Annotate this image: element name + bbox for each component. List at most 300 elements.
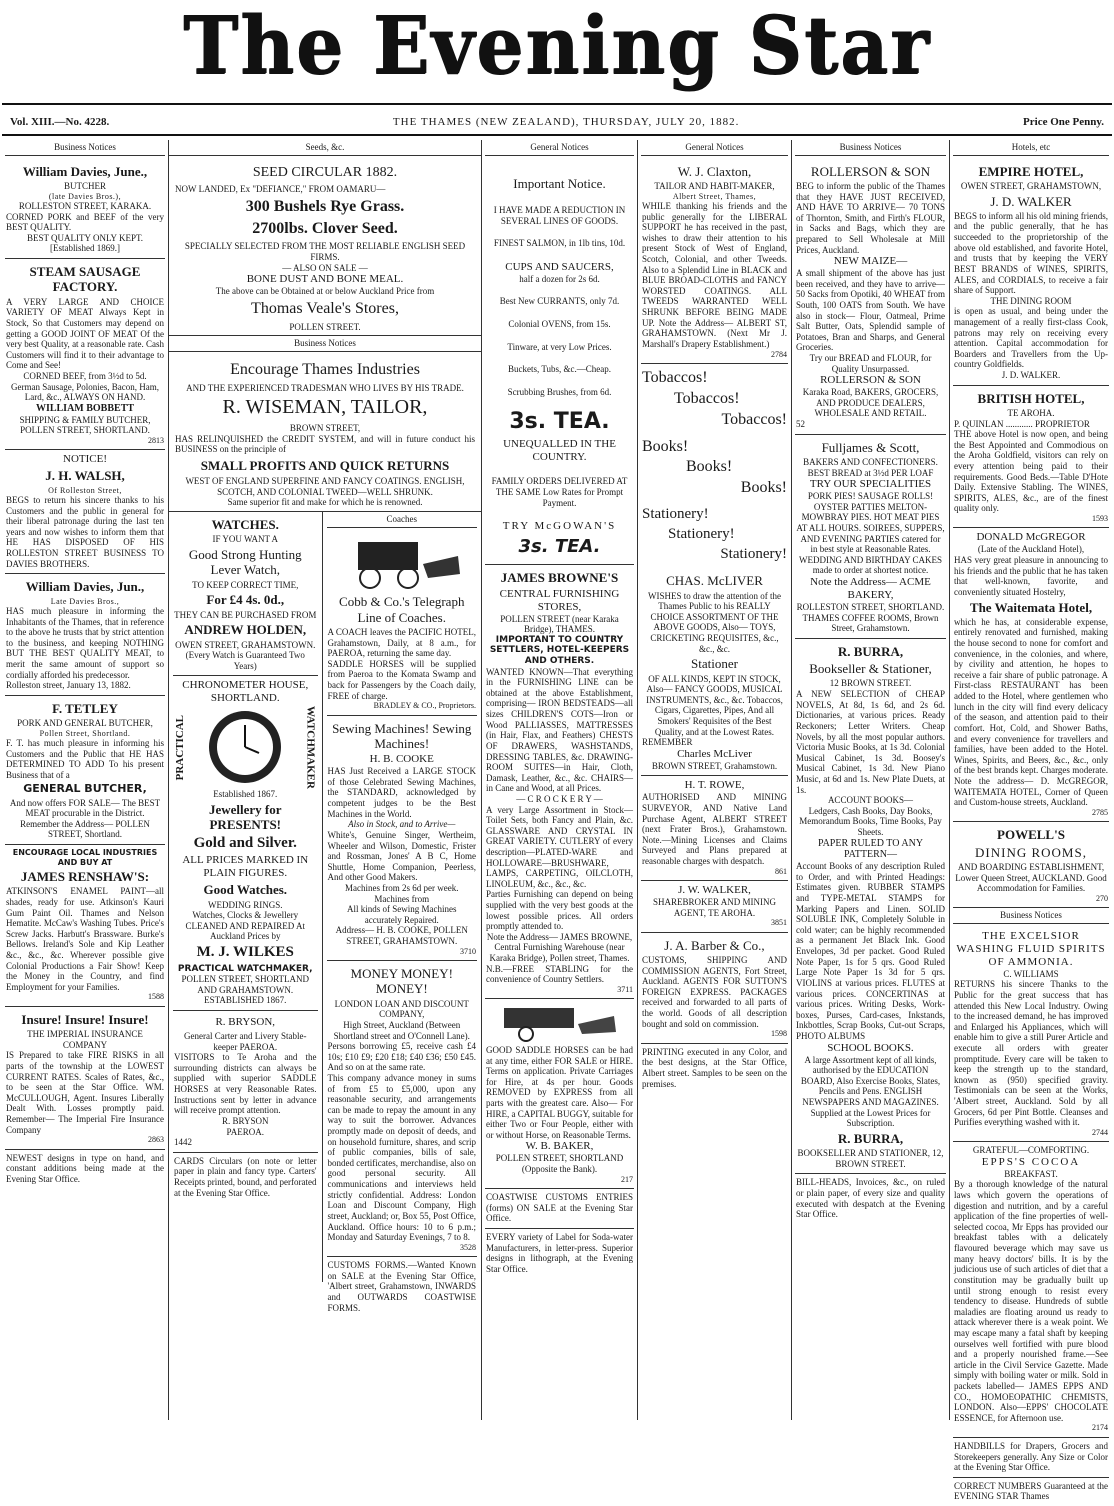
- ad-trade: PORK AND GENERAL BUTCHER,: [17, 718, 153, 729]
- ad-address: BROWN STREET, Grahamstown.: [651, 760, 778, 771]
- ad-renshaw: [5, 845, 165, 1007]
- column-header: Seeds, &c.: [169, 140, 481, 156]
- ad-body: GOOD SADDLE HORSES can be had at any time, either FOR SALE or HIRE. Terms on application. Private Carriages for Hire, at 4s per hour. Goods REMOVED by EXPRESS from all parts with the greatest care. Also— For HIRE, a CAPITAL BUGGY, suitable for either Two or Four People, either with or without Horse, on Reasonable Terms.: [486, 1044, 634, 1140]
- ad-line: — C R O C K E R Y —: [516, 793, 603, 804]
- ad-address: Remember the Address— POLLEN STREET, Shortland.: [20, 818, 150, 840]
- ad-title: ENCOURAGE LOCAL INDUSTRIES AND BUY AT: [12, 848, 158, 867]
- ad-address: 12 BROWN STREET.: [829, 678, 912, 689]
- ad-coastwise: [485, 1189, 634, 1229]
- ad-line: German Sausage, Polonies, Bacon, Ham, Lard, &c., ALWAYS ON HAND.: [11, 381, 159, 403]
- ad-address: POLLEN STREET, SHORTLAND (Opposite the Bank).: [495, 1153, 624, 1175]
- ad-body: HAS very great pleasure in announcing to his friends and the public that he has taken that well-known, favorite, and conveniently situated Hostelry,: [954, 555, 1108, 597]
- ad-shout: Stationery!: [642, 506, 709, 523]
- masthead-rule-top: [2, 103, 1112, 105]
- ad-line: CORNED BEEF, from 3½d to 5d.: [23, 370, 147, 381]
- ad-labels: [485, 1229, 634, 1278]
- ad-address: BROWN STREET,: [289, 423, 361, 434]
- ad-line: UNEQUALLED IN THE COUNTRY.: [503, 438, 616, 464]
- ad-name: H. T. ROWE,: [684, 779, 745, 792]
- side-label: WATCHMAKER: [304, 705, 317, 789]
- ad-line: NEW MAIZE—: [833, 255, 908, 268]
- ad-body: A NEW SELECTION of CHEAP NOVELS, At 8d, 1s 6d, and 2s 6d. Dictionaries, at various prices. Ready Reckoners; Letter Writers. Cheap Novels, by all the most popular authors. Victoria Music Books, at 1s 3d. Colonial Musical Cabinet, 1s 3d. Boosey's Musical Cabinet, 1s 3d. New Piano Music, at 6d and 1s. New Plate Duets, at 1s.: [796, 689, 945, 795]
- ad-body: IS Prepared to take FIRE RISKS in all parts of the township at the LOWEST CURRENT RATES. Scales of Rates, &c., to be seen at the Star Office. WM. McCULLOUGH, Agent. Insures Liberally Dealt With. Losses promptly paid. Remember— The Imperial Fire Insurance Company: [6, 1050, 164, 1135]
- ad-name: Fulljames & Scott,: [821, 439, 920, 455]
- ad-name: H. B. COOKE: [369, 753, 434, 766]
- ad-body: ATKINSON'S ENAMEL PAINT—all shades, ready for use. Atkinson's Kauri Gum Paint Oil. Thames and Nelson Hematite. McCaw's Washing Tubes. Price's Screw Jacks. Harbutt's Brassware. Burke's Bellows. Ireland's Sole and Kip Leather &c., &c., &c. Wherever possible give Colonial Productions a Fair Show! Keep the Money in the Country, and find Employment for your Families.: [6, 886, 164, 992]
- ad-line: REMEMBER: [642, 737, 693, 748]
- ad-line: 2700lbs. Clover Seed.: [252, 219, 398, 237]
- ad-line: THEY CAN BE PURCHASED FROM: [174, 609, 317, 620]
- ad-name: J. A. Barber & Co.,: [664, 937, 765, 953]
- ad-line: TRY OUR SPECIALITIES: [809, 478, 932, 491]
- ad-claxton: [641, 159, 788, 364]
- ad-body: HAS RELINQUISHED the CREDIT SYSTEM, and will in future conduct his BUSINESS on the principle of: [175, 433, 475, 455]
- ad-sub: DINING ROOMS,: [975, 844, 1087, 860]
- stagecoach-icon: [328, 534, 468, 590]
- ad-shout: Books!: [642, 437, 689, 455]
- ad-body: HAS much pleasure in informing the Inhabitants of the Thames, that in reference to the above he trusts that by strict attention to the business, and keeping NOTHING BUT THE BEST QUALITY MEAT, to merit the same amount of support so cordially afforded his predecessor.: [6, 606, 164, 680]
- ad-ref: 2813: [148, 435, 164, 445]
- ad-ref: 270: [1096, 893, 1108, 903]
- ad-body: This company advance money in sums of from £5 to £5,000, upon any reasonable security, and arrangements can be made to repay the amount in any way to suit the borrower. Advances promptly made on deposit of deeds, and on household furniture, shares, and scrip of public companies, bills of sale, bonded certificates, merchandise, also on good personal security. All communications and interviews held strictly confidential. Address: London Loan and Discount Company, High street, Auckland; or, Box 55, Post Office, Auckland. Office hours: 10 to 6 p.m.; Monday and Saturday Evenings, 7 to 8.: [327, 1072, 476, 1243]
- ad-correct-numbers: [953, 1478, 1109, 1506]
- ad-line: CUPS AND SAUCERS,: [505, 260, 614, 273]
- ad-body: COASTWISE CUSTOMS ENTRIES (forms) ON SALE at the Evening Star Office.: [486, 1192, 633, 1224]
- dateline-center: THE THAMES (NEW ZEALAND), THURSDAY, JULY 20, 1882.: [392, 116, 740, 128]
- ad-title: F. TETLEY: [52, 700, 118, 716]
- column-1: [2, 140, 169, 1420]
- ad-title: MONEY MONEY! MONEY!: [350, 966, 453, 997]
- ad-trade: TAILOR AND HABIT-MAKER,: [654, 180, 775, 191]
- ad-address: POLLEN STREET.: [289, 321, 361, 332]
- ad-title: ROLLERSON & SON: [810, 163, 931, 179]
- ad-line: BEST BREAD at 3½d PER LOAF: [807, 467, 934, 478]
- ad-ref: 1598: [771, 1029, 787, 1039]
- column-header: Coaches: [327, 512, 477, 528]
- ad-sewing-machines: [327, 716, 477, 961]
- ad-cobb-coaches: [327, 531, 477, 716]
- ad-body: CORRECT NUMBERS Guaranteed at the EVENING STAR Thames: [954, 1480, 1108, 1502]
- ad-address: High Street, Auckland (Between Shortland street and O'Connell Lane).: [333, 1019, 470, 1041]
- ad-body: EVERY variety of Label for Soda-water Manufacturers, in letter-press. Superior designs in lithograph, at the Evening Star Office.: [486, 1231, 633, 1274]
- ad-line: TRY McGOWAN'S: [502, 520, 617, 533]
- ad-davies: [5, 159, 165, 259]
- ad-address: POLLEN STREET (near Karaka Bridge), THAMES.: [500, 613, 619, 635]
- ad-line: Best New CURRANTS, only 7d.: [499, 296, 620, 307]
- ad-billheads: [795, 1174, 946, 1223]
- ad-line: TO KEEP CORRECT TIME,: [192, 579, 299, 590]
- watch-illustration-row: [174, 705, 317, 789]
- ad-ref: 217: [621, 1174, 633, 1184]
- ad-body: is open as usual, and being under the management of a really first-class Cook, patrons may rely on receiving every attention. Capital accommodation for Boarders and Travellers from the Up-country Goldfields.: [954, 306, 1108, 370]
- column-header: General Notices: [485, 140, 634, 156]
- ad-body: RETURNS his sincere Thanks to the Public for the great success that has attended this New Local Industry. Owing to the increased demand, he has improved and Enlarged his Appliances, which will enable him to give a still Purer Article and execute all orders with greater promptitude. Every care will be taken to keep the strength up to the standard, known as (950) specified gravity. Testimonials can be seen at the Works, 'Albert street, Auckland. Sold by all Grocers, 6d per Pint Bottle. Cleanses and Purifies everything washed with it.: [954, 979, 1108, 1128]
- ad-body: PRINTING executed in any Color, and the best designs, at the Star Office, Albert street. Samples to be seen on the premises.: [642, 1046, 787, 1089]
- column-header: Business Notices: [795, 140, 946, 156]
- ad-body: Parties Furnishing can depend on being supplied with the very best goods at the lowest possible prices. All orders promptly attended to.: [486, 889, 633, 932]
- ad-line: Buckets, Tubs, &c.—Cheap.: [507, 364, 611, 375]
- ad-body: HANDBILLS for Drapers, Grocers and Storekeepers generally. Any Size or Color at the Evening Star Office.: [954, 1440, 1108, 1473]
- ad-line: FAMILY ORDERS DELIVERED AT THE SAME Low Rates for Prompt Payment.: [491, 476, 628, 508]
- column-2a: [169, 512, 323, 1282]
- ad-body: SPECIALLY SELECTED FROM THE MOST RELIABLE ENGLISH SEED FIRMS.: [184, 241, 466, 263]
- ad-name: DONALD McGREGOR: [976, 531, 1086, 544]
- ad-line: SCHOOL BOOKS.: [827, 1041, 914, 1054]
- ad-body: WANTED KNOWN—That everything in the FURNISHING LINE can be obtained at the above Establishment, comprising— IRON BEDSTEADS—all sizes CHILDREN'S COTS—Iron or Wood PALLIASSES, MATTRESSES (in Hair, Flax, and Feathers) CHESTS OF DRAWERS, WASHSTANDS, DRESSING TABLES, &c. DRAWING-ROOM SUITES—in Hair, Cloth, Damask, Leather, &c., &c. CHAIRS—in Cane and Wood, at all Prices.: [486, 666, 633, 794]
- ad-sub: Also in Stock, and to Arrive—: [348, 819, 456, 830]
- ad-line: PAPER RULED TO ANY PATTERN—: [817, 837, 924, 861]
- ad-sub: Late Davies Bros.,: [50, 596, 120, 606]
- ad-signature: Thomas Veale's Stores,: [251, 299, 399, 317]
- ad-epps-cocoa: [953, 1142, 1109, 1438]
- ad-name: J. W. WALKER,: [678, 884, 751, 897]
- ad-shout: Books!: [740, 479, 787, 497]
- ad-signature: WILLIAM BOBBETT: [35, 402, 135, 414]
- ad-name: POWELL'S: [997, 827, 1065, 843]
- ad-trade: PRACTICAL WATCHMAKER,: [177, 963, 313, 974]
- ad-shout: Books!: [686, 458, 733, 476]
- ad-line: I HAVE MADE A REDUCTION IN SEVERAL LINES OF GOODS.: [493, 204, 626, 226]
- ad-address: BOOKSELLER AND STATIONER, 12, BROWN STREET.: [797, 1148, 944, 1169]
- ad-line: WEDDING RINGS.: [208, 899, 283, 910]
- ad-line: FINEST SALMON, in 1lb tins, 10d.: [493, 238, 626, 249]
- ad-body: OF ALL KINDS, KEPT IN STOCK, Also— FANCY GOODS, MUSICAL INSTRUMENTS, &c., &c. Tobaccos, Cigars, Cigarettes, Pipes, And all Smokers' Requisites of the Best Quality, and at the Lowest Rates.: [646, 673, 783, 737]
- ad-established: Established 1867.: [213, 789, 278, 800]
- ad-address: SHIPPING & FAMILY BUTCHER, POLLEN STREET, SHORTLAND.: [19, 414, 151, 436]
- ad-ref: 1442: [174, 1137, 192, 1148]
- ad-ref: 861: [775, 866, 787, 876]
- ad-line: Try our BREAD and FLOUR, for Quality Unsurpassed.: [809, 353, 932, 374]
- ad-mcgowan: [485, 159, 634, 566]
- column-subheader: Business Notices: [953, 908, 1109, 924]
- ad-line: Stationer: [691, 656, 738, 672]
- ad-address: POLLEN STREET, SHORTLAND AND GRAHAMSTOWN.: [181, 974, 310, 995]
- ad-line: Good Watches.: [203, 882, 288, 898]
- column-2-lower: [169, 512, 481, 1313]
- ad-chronometer-house: [173, 676, 318, 1011]
- ad-body: BILL-HEADS, Invoices, &c., on ruled or plain paper, of every size and quality executed with despatch at the Evening Star Office.: [796, 1177, 945, 1220]
- ad-name: ANDREW HOLDEN,: [184, 622, 307, 638]
- ad-shout: Stationery!: [668, 525, 735, 542]
- ad-body: HAS Just Received a LARGE STOCK of those Celebrated Sewing Machines, the STANDARD, acknowledged by competent judges to be the Best Machines in the World.: [327, 766, 476, 819]
- ad-body: WISHES to draw the attention of the Thames Public to his REALLY CHOICE ASSORTMENT OF THE ABOVE GOODS, Also— TOYS, CRICKETING REQUISITES, &c., &c., &c.: [648, 590, 781, 654]
- ad-price: For £4 4s. 0d.,: [206, 592, 285, 608]
- masthead-title: The Evening Star: [183, 0, 931, 93]
- ad-address: OWEN STREET, GRAHAMSTOWN,: [960, 180, 1102, 191]
- ad-body: Same superior fit and make for which he is renowned.: [227, 497, 423, 508]
- ad-line: Machines from 2s 6d per week. Machines from: [345, 882, 459, 904]
- ad-rollerson: [795, 159, 946, 435]
- ad-title: THE EXCELSIOR WASHING FLUID SPIRITS OF AMMONIA.: [956, 929, 1106, 968]
- ad-line: Jewellery for PRESENTS!: [208, 801, 282, 833]
- ad-notice-walsh: [5, 450, 165, 574]
- ad-body: BEGS to inform all his old mining friends, and the public generally, that he has succeeded to the proprietorship of the above old established, and favorite Hotel, and trusts that by keeping the VERY BEST BRANDS of WINES, SPIRITS, ALES, and CORDIALS, to receive a fair share of Support.: [954, 210, 1108, 296]
- ad-body: By a thorough knowledge of the natural laws which govern the operations of digestion and nutrition, and by a careful application of the fine properties of well-selected cocoa, Mr Epps has provided our breakfast tables with a delicately flavoured beverage which may save us many heavy doctors' bills. It is by the judicious use of such articles of diet that a constitution may be gradually built up until strong enough to resist every tendency to disease. Hundreds of subtle maladies are floating around us ready to attack wherever there is a weak point. We may escape many a fatal shaft by keeping ourselves well fortified with pure blood and a properly nourished frame.—See article in the Civil Service Gazette. Made simply with boiling water or milk. Sold in packets labelled— JAMES EPPS AND CO., HOMOEOPATHIC CHEMISTS, LONDON. Also—EPPS' CHOCOLATE ESSENCE, for Afternoon use.: [954, 1179, 1108, 1423]
- ad-line: Scrubbing Brushes, from 6d.: [507, 386, 612, 397]
- ad-ref: 2784: [771, 349, 787, 359]
- price: Price One Penny.: [1023, 116, 1104, 128]
- ad-highlight: 3s. TEA.: [509, 409, 610, 435]
- ad-body: which he has, at considerable expense, entirely renovated and furnished, making the house second to none for comfort and convenience, in the colonies, and where, by civility and attention, he hopes to receive a fair share of public patronage. A First-class RESTAURANT has been added to the Hotel, where gentlemen who lunch in the city will find every delicacy of the season, and attention paid to their comfort. Hot, Cold, and Shower Baths, and every convenience for travellers and families, have been added to the Hotel. Wines, Spirits, and Beers, &c., &c., only of the best brands kept. Charges moderate. Note the address— D. McGREGOR, WAITEMATA HOTEL, Corner of Queen and Custom-house streets, Auckland.: [954, 616, 1108, 808]
- ad-title: Encourage Thames Industries: [230, 360, 420, 378]
- ad-body: F. T. has much pleasure in informing his Customers and the Public that HE HAS DETERMINED TO ADD To his present Business that of a: [6, 738, 164, 781]
- ad-signature: Charles McLiver: [677, 747, 752, 760]
- ad-name: R. WISEMAN, TAILOR,: [222, 396, 428, 419]
- ad-seed-circular: [169, 159, 481, 337]
- ad-signature: R. BURRA,: [837, 1130, 904, 1146]
- ad-name: JAMES RENSHAW'S:: [20, 868, 150, 884]
- ad-ref: 1588: [148, 992, 164, 1002]
- ad-body: CORNED PORK and BEEF of the very BEST QUALITY.: [6, 211, 164, 233]
- ad-body: SADDLE HORSES will be supplied from Paeroa to the Komata Swamp and back for Passengers by the Coach daily, FREE of charge.: [327, 658, 476, 701]
- ad-mcgregor: [953, 528, 1109, 822]
- ad-sub: AND THE EXPERIENCED TRADESMAN WHO LIVES BY HIS TRADE.: [186, 382, 464, 393]
- ad-signature: ROLLERSON & SON: [820, 374, 921, 387]
- ad-cards: [173, 1153, 318, 1202]
- ad-tetley: [5, 696, 165, 845]
- ad-address: ROLLESTON STREET, KARAKA.: [18, 200, 152, 211]
- ad-body: The above can be Obtained at or below Auckland Price from: [215, 286, 435, 297]
- ad-body: A very Large Assortment in Stock—Toilet Sets, both Fancy and Plain, &c. GLASSWARE AND CRYSTAL IN GREAT VARIETY. CUTLERY of every description—PLATED-WARE and HOLLOWARE—BRUSHWARE, LAMPS, CARPETING, OILCLOTH, LINOLEUM, &c., &c., &c.: [486, 804, 633, 889]
- ad-body: CARDS Circulars (on note or letter paper in plain and fancy type. Carters' Receipts printed, bound, and perforated at the Evening Star Office.: [174, 1155, 317, 1198]
- column-subheader: Business Notices: [169, 336, 481, 352]
- ad-wiseman: [169, 355, 481, 512]
- ad-intro: NOW LANDED, Ex "DEFIANCE," FROM OAMARU—: [175, 184, 386, 195]
- column-header: Hotels, etc: [953, 140, 1109, 156]
- ad-line: THE DINING ROOM: [990, 295, 1072, 306]
- ad-davies-junior: [5, 574, 165, 696]
- ad-shout: Tobaccos!: [642, 368, 708, 386]
- ad-sub: LONDON LOAN AND DISCOUNT COMPANY,: [334, 998, 469, 1020]
- ad-sub: (late Davies Bros.),: [48, 191, 122, 201]
- ad-body: A COACH leaves the PACIFIC HOTEL, Grahamstown, Daily, at 8 a.m., for PAEROA, returning the same day.: [327, 626, 476, 659]
- ad-sub: GRATEFUL—COMFORTING.: [972, 1145, 1090, 1156]
- ad-trade: General Carter and Livery Stable-keeper PAEROA.: [184, 1031, 307, 1052]
- ad-ref: 3710: [460, 946, 476, 956]
- ad-line: Note the Address— ACME BAKERY,: [810, 576, 931, 602]
- ad-address: Address— H. B. COOKE, POLLEN STREET, GRAHAMSTOWN.: [335, 925, 468, 946]
- column-header: General Notices: [641, 140, 788, 156]
- ad-sub: — ALSO ON SALE —: [282, 262, 368, 273]
- ad-newest-type: [5, 1150, 165, 1189]
- ad-ref: 2744: [1092, 1127, 1108, 1137]
- ad-rowe: [641, 776, 788, 881]
- ad-line: (Every Watch is Guaranteed Two Years): [185, 650, 305, 671]
- ad-title: William Davies, June.,: [22, 163, 148, 179]
- ad-name: R. BRYSON,: [215, 1016, 276, 1029]
- ad-walker-sharebroker: [641, 881, 788, 933]
- ad-printing: [641, 1044, 788, 1093]
- ad-line: ACCOUNT BOOKS—: [827, 795, 914, 806]
- ad-signature: Rolleston street, January 13, 1882.: [6, 680, 131, 691]
- ad-name: C. WILLIAMS: [1003, 968, 1059, 979]
- ad-ref: 2863: [148, 1135, 164, 1145]
- ad-address: TE AROHA.: [1007, 407, 1055, 418]
- ad-proprietor: J. D. WALKER: [990, 193, 1072, 209]
- column-2: [169, 140, 482, 1420]
- column-4: [638, 140, 792, 1420]
- ad-title: Cobb & Co.'s Telegraph Line of Coaches.: [339, 594, 465, 625]
- ad-body: And now offers FOR SALE— The BEST MEAT procurable in the District.: [9, 797, 161, 819]
- ad-line: BONE DUST AND BONE MEAL.: [246, 273, 404, 286]
- ad-excelsior: [953, 927, 1109, 1142]
- ad-fulljames: [795, 435, 946, 639]
- ad-title: Sewing Machines! Sewing Machines!: [332, 720, 472, 751]
- column-2b: [323, 512, 481, 1313]
- ad-name: R. BURRA,: [837, 643, 904, 659]
- ad-body: THE above Hotel is now open, and being the Best Appointed and Commodious on the Aroha Goldfield, visitors can rely on every attention being paid to their requirements. Good Beds.—Table D'Hote Daily. Extensive Stabling. The WINES, SPIRITS, ALES, &c., are of the finest quality only.: [954, 429, 1108, 514]
- ad-sub: Of Rolleston Street,: [48, 485, 122, 495]
- ad-body: CUSTOMS FORMS.—Wanted Known on SALE at the Evening Star Office, 'Albert street, Grahamstown, INWARDS and OUTWARDS COASTWISE FORMS.: [327, 1260, 476, 1313]
- ad-title: NOTICE!: [63, 453, 107, 466]
- ad-address: Karaka Road, BAKERS, GROCERS, AND PRODUCE DEALERS, WHOLESALE AND RETAIL.: [802, 387, 939, 419]
- ad-line: ALL PRICES MARKED IN PLAIN FIGURES.: [182, 854, 309, 880]
- ad-body: BEG to inform the public of the Thames that they HAVE JUST RECEIVED, AND HAVE TO ARRIVE— 70 TONS of Thornton, Smith, and Firth's FLOUR, in Sacks and Bags, which they are prepared to Sell Wholesale at Mill Prices, Auckland.: [796, 180, 945, 255]
- ad-address: PAEROA.: [226, 1126, 264, 1137]
- ad-sub: THE IMPERIAL INSURANCE COMPANY: [27, 1029, 143, 1050]
- column-5: [792, 140, 950, 1420]
- ad-tag: BEST QUALITY ONLY KEPT.: [26, 232, 144, 243]
- ad-ref: 3528: [460, 1242, 476, 1252]
- ad-body: BEGS to return his sincere thanks to his Customers and the public in general for their liberal patronage during the last ten years and now wishes to inform them that HE HAS DISPOSED OF HIS ROLLESTON STREET BUSINESS TO DAVIES BROTHERS.: [6, 494, 164, 569]
- ad-established: ESTABLISHED 1867.: [204, 995, 287, 1006]
- ad-body: AUTHORISED AND MINING SURVEYOR, AND Native Land Purchase Agent, ALBERT STREET (next Frater Bros.), Grahamstown. Note.—Mining Licenses and Claims Surveyed and Plans prepared at reasonable charges with despatch.: [642, 792, 787, 867]
- ad-highlight: 3s. TEA.: [518, 536, 601, 558]
- horse-cart-icon: [486, 1002, 634, 1042]
- ad-trade: BAKERS AND CONFECTIONERS.: [803, 457, 938, 467]
- ad-body: White's, Genuine Singer, Wertheim, Wheeler and Wilson, Domestic, Frister and Rossman, Jones' A B C, Home Shuttle, Home Companion, Peerless, And other Good Makers.: [327, 829, 476, 883]
- ad-burra: [795, 639, 946, 1175]
- ad-insurance: [5, 1007, 165, 1150]
- ad-title: WATCHES.: [211, 517, 279, 533]
- ad-ref: 52: [796, 419, 805, 430]
- ad-body: NEWEST designs in type on hand, and constant additions being made at the Evening Star Office.: [6, 1152, 164, 1184]
- ad-ref: 3851: [771, 918, 787, 928]
- ad-ref: 1593: [1092, 514, 1108, 524]
- column-6: [950, 140, 1112, 1502]
- ad-body: A VERY LARGE AND CHOICE VARIETY OF MEAT Always Kept in Stock, So that Customers may depend on getting a GOOD JOINT OF MEAT Of the very best Quality, at a reasonable rate. Cash Customers will find it to their advantage to Come and See!: [6, 296, 164, 371]
- ad-line: Good Strong Hunting Lever Watch,: [188, 546, 302, 578]
- dateline: [10, 113, 1104, 131]
- ad-address: OWEN STREET, GRAHAMSTOWN.: [175, 639, 316, 650]
- ad-steam-sausage: [5, 259, 165, 450]
- ad-line: Colonial OVENS, from 15s.: [508, 318, 611, 329]
- ad-empire-hotel: [953, 159, 1109, 386]
- ad-signature: J. D. WALKER.: [1001, 370, 1061, 381]
- ad-name: J. H. WALSH,: [45, 468, 125, 484]
- ad-sub: Pollen Street, Shortland.: [39, 728, 131, 738]
- ad-body: Ledgers, Cash Books, Day Books, Memorandum Books, Time Books, Pay Sheets.: [799, 805, 942, 838]
- ad-name: W. B. BAKER,: [525, 1140, 594, 1153]
- ad-browne: [485, 565, 634, 999]
- ad-body: AND BOARDING ESTABLISHMENT, Lower Queen Street, AUCKLAND. Good Accommodation for Families.: [955, 861, 1107, 894]
- ad-name: BRITISH HOTEL,: [977, 390, 1085, 406]
- ad-body: SHAREBROKER AND MINING AGENT, TE AROHA.: [652, 897, 776, 918]
- masthead: [0, 0, 1114, 92]
- ad-british-hotel: [953, 386, 1109, 529]
- ad-body: VISITORS to Te Aroha and the surrounding districts can always be supplied with superior SADDLE HORSES at very Reasonable Rates. Instructions sent by letter in advance will receive prompt attention.: [174, 1052, 317, 1116]
- ad-body: PORK PIES! SAUSAGE ROLLS! OYSTER PATTIES MELTON-MOWBRAY PIES. HOT MEAT PIES AT ALL HOURS. SOIREES, SUPPERS, AND EVENING PARTIES catered for in best style at Reasonable Rates. WEDDING AND BIRTHDAY CAKES made to order at shortest notice.: [796, 491, 945, 576]
- ad-powell: [953, 822, 1109, 908]
- clock-icon: [205, 707, 285, 787]
- ad-body: WEST OF ENGLAND SUPERFINE AND FANCY COATINGS. ENGLISH, SCOTCH, AND COLONIAL TWEED—WELL SHRUNK.: [185, 476, 465, 497]
- ad-title: William Davies, Jun.,: [25, 579, 145, 595]
- ad-trade: Bookseller & Stationer,: [809, 661, 932, 677]
- columns: [2, 140, 1112, 1502]
- ad-title: JAMES BROWNE'S: [500, 570, 619, 586]
- ad-highlight: The Waitemata Hotel,: [969, 599, 1093, 615]
- ad-ref: 2785: [1092, 807, 1108, 817]
- volume-number: Vol. XIII.—No. 4228.: [10, 116, 110, 128]
- ad-proprietor: P. QUINLAN ............ PROPRIETOR: [954, 418, 1090, 429]
- ad-sub: Albert Street, Thames,: [672, 191, 757, 201]
- ad-ref: 3711: [617, 984, 633, 994]
- ad-highlight: IMPORTANT TO COUNTRY SETTLERS, HOTEL-KEEPERS AND OTHERS.: [489, 634, 630, 667]
- ad-line: IF YOU WANT A: [212, 534, 279, 545]
- ad-line: half a dozen for 2s 6d.: [519, 273, 600, 284]
- ad-line: Gold and Silver.: [193, 834, 297, 851]
- ad-sub: (Late of the Auckland Hotel),: [977, 544, 1085, 555]
- ad-title: Important Notice.: [513, 175, 606, 191]
- ad-ref: 2174: [1092, 1423, 1108, 1433]
- ad-shout: Stationery!: [720, 545, 787, 562]
- ad-line: BREAKFAST.: [1004, 1168, 1058, 1179]
- ad-body: N.B.—FREE STABLING for the convenience of Country Settlers.: [486, 963, 633, 985]
- ad-address: ROLLESTON STREET, SHORTLAND. THAMES COFFEE ROOMS, Brown Street, Grahamstown.: [796, 602, 945, 634]
- ad-established: [Established 1869.]: [50, 243, 120, 254]
- ad-body: A small shipment of the above has just been received, and they have to arrive— 50 Sacks from Opotiki, 40 WHEAT from South, 100 OATS from South. We have also in stock— Flour, Oatmeal, Prime Salt Butter, Oats, Splendid sample of Potatoes, Bran and Sharps, and General Groceries.: [796, 268, 945, 353]
- ad-trade: BUTCHER: [63, 180, 106, 191]
- side-label: PRACTICAL: [174, 714, 186, 780]
- ad-signature: BRADLEY & CO., Proprietors.: [373, 701, 476, 711]
- ad-line: 300 Bushels Rye Grass.: [245, 197, 405, 215]
- ad-shout: Tobaccos!: [721, 410, 787, 428]
- ad-baker: [485, 999, 634, 1189]
- masthead-rule-bottom: [2, 134, 1112, 136]
- ad-shout: Tobaccos!: [674, 389, 740, 407]
- ad-body: All kinds of Sewing Machines accurately Repaired.: [347, 904, 457, 925]
- ad-title: Insure! Insure! Insure!: [21, 1011, 149, 1027]
- ad-name: EMPIRE HOTEL,: [978, 163, 1084, 179]
- ad-address: Note the Address— JAMES BROWNE, Central Furnishing Warehouse (near Karaka Bridge), Pollen street, Thames.: [486, 931, 633, 964]
- ad-bryson: [173, 1011, 318, 1153]
- ad-body: Persons borrowing £5, receive cash £4 10s; £10 £9; £20 £18; £40 £36; £50 £45. And so on at the same rate.: [327, 1041, 476, 1073]
- ad-customs-forms: [327, 1257, 477, 1317]
- ad-name: EPPS'S COCOA: [981, 1155, 1081, 1168]
- ad-body: WHILE thanking his friends and the public generally for the LIBERAL SUPPORT he has received in the past, wishes to draw their attention to his present Stock of West of England, Scotch, Colonial, and other Tweeds. Also to a Splendid Line in BLACK and BLUE BROAD-CLOTHS and FANCY WORSTED COATINGS. ALL TWEEDS WARRANTED WELL SHRUNK BEFORE BEING MADE UP. Note the Address— ALBERT ST, GRAHAMSTOWN. (Next Mr J. Marshall's Drapery Establishment.): [642, 200, 787, 349]
- column-3: [482, 140, 638, 1420]
- ad-name: M. J. WILKES: [196, 943, 294, 960]
- ad-body: Watches, Clocks & Jewellery CLEANED AND REPAIRED At Auckland Prices by: [185, 910, 305, 942]
- ad-highlight: GENERAL BUTCHER,: [23, 781, 147, 795]
- ad-handbills: [953, 1438, 1109, 1478]
- ad-title: SEED CIRCULAR 1882.: [252, 164, 398, 180]
- ad-body: CUSTOMS, SHIPPING AND COMMISSION AGENTS, Fort Street, Auckland. AGENTS FOR SUTTON'S FOREIGN EXPRESS. PACKAGES received and forwarded to all parts of the world. Goods of all description bought and sold on commission.: [642, 955, 787, 1029]
- ad-name: W. J. Claxton,: [677, 163, 752, 179]
- ad-body: A large Assortment kept of all kinds, authorised by the EDUCATION BOARD, Also Exercise Books, Slates, Pencils and Pens. ENGLISH NEWSPAPERS AND MAGAZINES. Supplied at the Lowest Prices for Subscription.: [800, 1054, 941, 1129]
- ad-money: [327, 961, 477, 1257]
- ad-signature: R. BRYSON: [221, 1115, 269, 1126]
- ad-line: Tinware, at very Low Prices.: [507, 341, 612, 352]
- ad-watches: [173, 512, 318, 676]
- ad-sub: CENTRAL FURNISHING STORES,: [499, 587, 620, 613]
- ad-title: STEAM SAUSAGE FACTORY.: [29, 264, 141, 295]
- ad-title: CHRONOMETER HOUSE, SHORTLAND.: [182, 679, 309, 705]
- ad-mcliver: [641, 364, 788, 776]
- ad-motto: SMALL PROFITS AND QUICK RETURNS: [200, 457, 450, 473]
- column-header: Business Notices: [5, 140, 165, 156]
- ad-barber: [641, 933, 788, 1044]
